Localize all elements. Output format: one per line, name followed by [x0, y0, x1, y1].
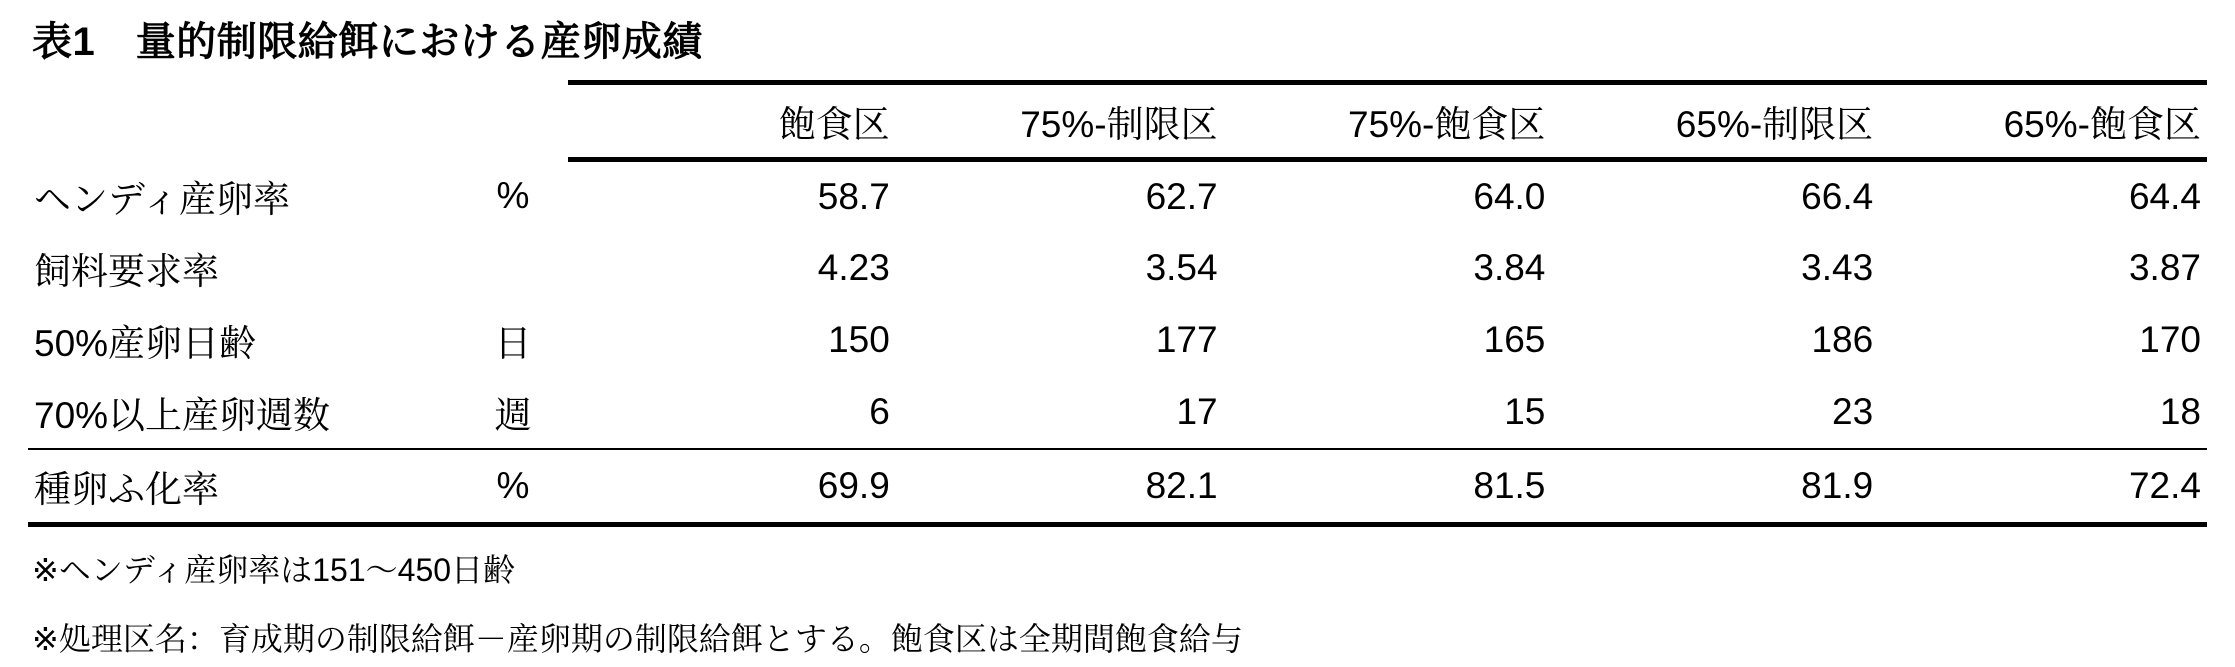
header-label-col — [28, 83, 458, 160]
table-cell: 72.4 — [1879, 449, 2207, 525]
table-cell: 3.84 — [1473, 246, 1546, 288]
table-cell: 15 — [1224, 376, 1552, 449]
footnote: ※ヘンディ産卵率は151〜450日齢 — [32, 551, 516, 588]
row-unit: 日 — [494, 322, 532, 364]
table-cell: 6 — [568, 376, 896, 449]
table-cell: 165 — [1483, 318, 1546, 360]
table-cell: 177 — [1155, 318, 1218, 360]
table-cell: 64.0 — [1473, 175, 1546, 217]
table-cell: 23 — [1551, 376, 1879, 449]
table-cell: 170 — [2139, 318, 2201, 360]
row-unit: % — [496, 174, 530, 216]
table-cell: 81.5 — [1224, 449, 1552, 525]
table-cell: 186 — [1811, 318, 1874, 360]
footnote: ※処理区名：育成期の制限給餌－産卵期の制限給餌とする。飽食区は全期間飽食給与 — [32, 620, 1243, 657]
table-row — [28, 449, 2207, 525]
row-unit: 週 — [458, 376, 568, 449]
table-footnotes — [32, 549, 2207, 661]
row-label: 飼料要求率 — [34, 250, 219, 292]
table-cell: 4.23 — [817, 246, 890, 288]
column-header: 75%-飽食区 — [1224, 83, 1552, 160]
column-header: 75%-制限区 — [896, 83, 1224, 160]
table-cell: 17 — [896, 376, 1224, 449]
table-cell: 62.7 — [1145, 175, 1218, 217]
table-cell: 66.4 — [1801, 175, 1874, 217]
row-label: 70%以上産卵週数 — [28, 376, 458, 449]
table-cell: 58.7 — [817, 175, 890, 217]
row-label: 種卵ふ化率 — [28, 449, 458, 525]
column-header: 飽食区 — [568, 83, 896, 160]
table-row — [28, 304, 2207, 376]
row-unit — [458, 232, 568, 304]
row-unit: % — [458, 449, 568, 525]
column-header: 65%-飽食区 — [1879, 83, 2207, 160]
table-row — [28, 160, 2207, 232]
row-label: 50%産卵日齢 — [34, 322, 257, 364]
header-unit-col — [458, 83, 568, 160]
table-header-row — [28, 83, 2207, 160]
table-cell: 81.9 — [1551, 449, 1879, 525]
table-cell: 64.4 — [2128, 175, 2201, 217]
column-header: 65%-制限区 — [1551, 83, 1879, 160]
table-cell: 3.87 — [2128, 246, 2201, 288]
table-cell: 69.9 — [568, 449, 896, 525]
egg-production-table — [28, 80, 2207, 527]
row-label: ヘンディ産卵率 — [34, 178, 291, 220]
table-cell: 18 — [1879, 376, 2207, 449]
table-cell: 3.54 — [1145, 246, 1218, 288]
table-cell: 3.43 — [1801, 246, 1874, 288]
table-row — [28, 232, 2207, 304]
table-cell: 82.1 — [896, 449, 1224, 525]
page-title: 表1 量的制限給餌における産卵成績 — [32, 20, 703, 64]
table-row — [28, 376, 2207, 449]
table-cell: 150 — [828, 318, 890, 360]
